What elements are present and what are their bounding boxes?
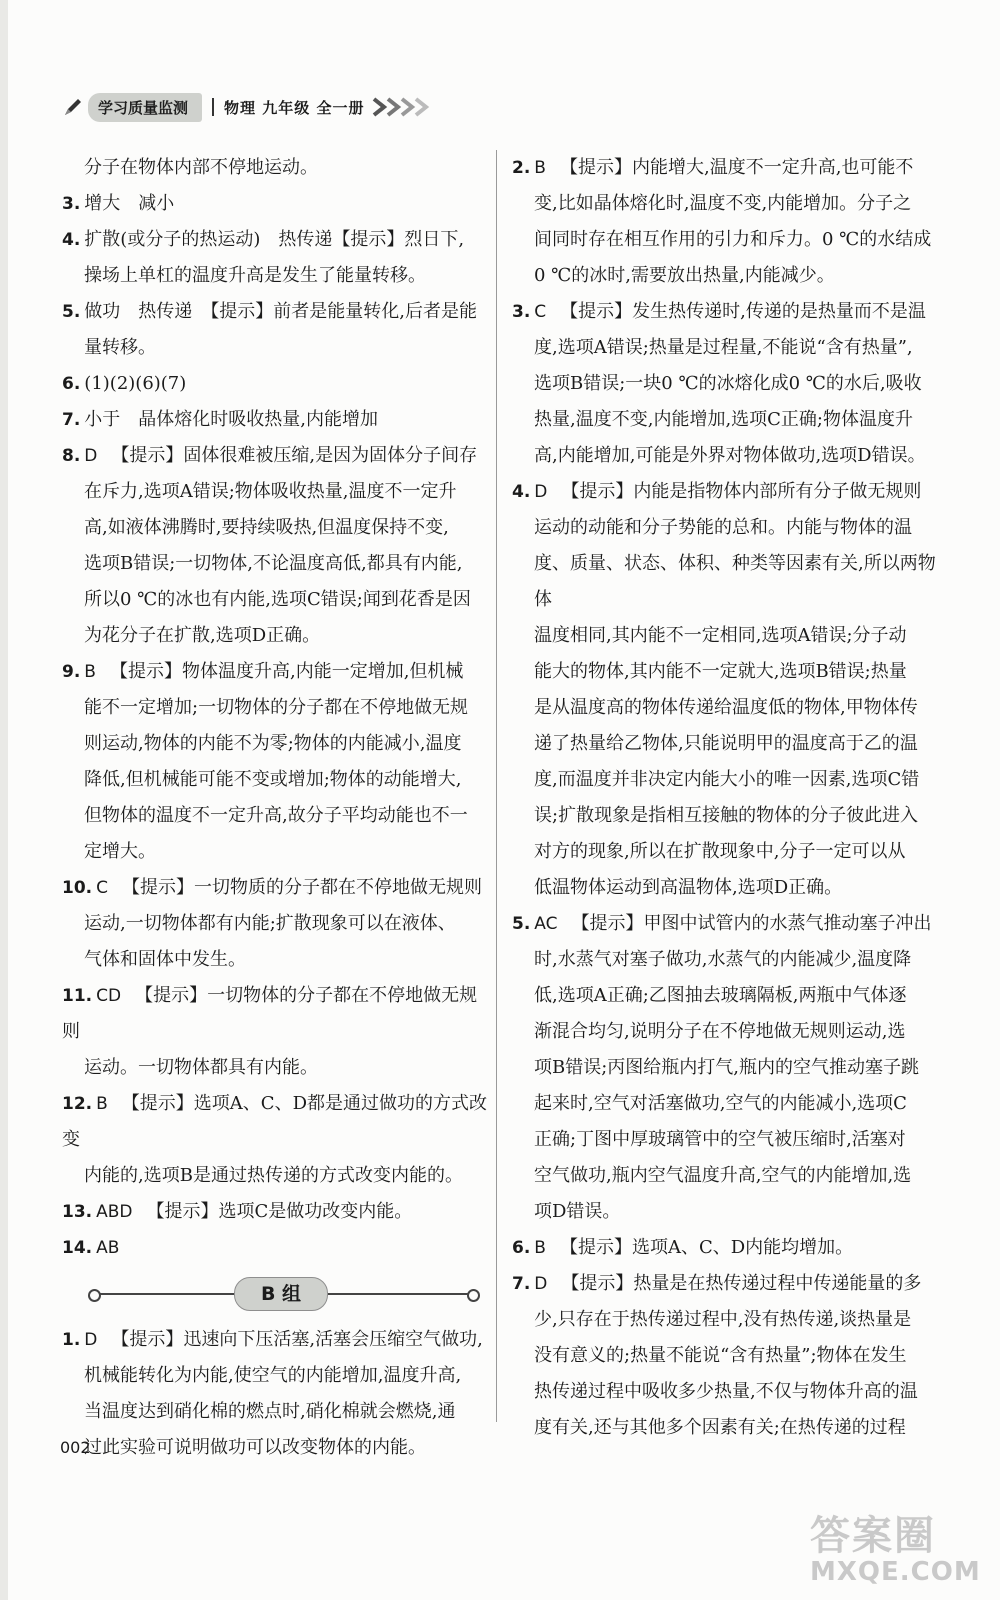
- answer-item: [512, 1230, 942, 1266]
- answer-item: [62, 870, 492, 978]
- item-number: 7.: [62, 410, 81, 430]
- item-text: 度有关,还与其他多个因素有关;在热传递的过程: [534, 1417, 906, 1438]
- item-text: 没有意义的;热量不能说“含有热量”;物体在发生: [534, 1345, 907, 1366]
- answer-item: [62, 1194, 492, 1230]
- item-text: 项B错误;丙图给瓶内打气,瓶内的空气推动塞子跳: [534, 1057, 920, 1078]
- item-text: 当温度达到硝化棉的燃点时,硝化棉就会燃烧,通: [84, 1401, 456, 1422]
- item-text: 分子在物体内部不停地运动。: [84, 157, 318, 178]
- item-answer: C: [96, 878, 108, 898]
- answer-item: [512, 906, 942, 1230]
- watermark-logo: [810, 1504, 990, 1594]
- answer-item: [62, 366, 492, 402]
- item-text: 低,选项A正确;乙图抽去玻璃隔板,两瓶中气体逐: [534, 985, 907, 1006]
- item-text: 能不一定增加;一切物体的分子都在不停地做无规: [84, 697, 469, 718]
- item-text: (1)(2)(6)(7): [84, 373, 187, 394]
- item-text: 度,选项A错误;热量是过程量,不能说“含有热量”,: [534, 337, 913, 358]
- item-answer: AB: [96, 1238, 120, 1258]
- answer-item: [62, 1230, 492, 1266]
- item-text: 间同时存在相互作用的引力和斥力。0 ℃的水结成: [534, 229, 932, 250]
- item-text: 度、质量、状态、体积、种类等因素有关,所以两物体: [534, 553, 936, 610]
- item-text: 定增大。: [84, 841, 156, 862]
- book-info: 物理 九年级 全一册: [224, 98, 365, 117]
- watermark-line1: 答案圈: [810, 1513, 936, 1559]
- item-text: 量转移。: [84, 337, 156, 358]
- item-answer: D: [534, 1274, 548, 1294]
- item-answer: D: [534, 482, 548, 502]
- item-text: 做功 热传递 【提示】前者是能量转化,后者是能: [84, 301, 478, 322]
- watermark-line2: MXQE.COM: [810, 1557, 981, 1587]
- item-answer: D: [84, 446, 98, 466]
- item-text: 增大 减小: [84, 193, 175, 214]
- item-text: 时,水蒸气对塞子做功,水蒸气的内能减少,温度降: [534, 949, 912, 970]
- item-number: 5.: [62, 302, 81, 322]
- series-title: 学习质量监测: [88, 93, 202, 122]
- item-text: 选项B错误;一块0 ℃的冰熔化成0 ℃的水后,吸收: [534, 373, 922, 394]
- item-text: 【提示】甲图中试管内的水蒸气推动塞子冲出: [571, 913, 932, 934]
- answer-item: [512, 474, 942, 906]
- page-edge: [0, 0, 8, 1600]
- item-text: 扩散(或分子的热运动) 热传递【提示】烈日下,: [84, 229, 465, 250]
- item-text: 选项B错误;一切物体,不论温度高低,都具有内能,: [84, 553, 463, 574]
- item-text: 正确;丁图中厚玻璃管中的空气被压缩时,活塞对: [534, 1129, 906, 1150]
- item-text: 热传递过程中吸收多少热量,不仅与物体升高的温: [534, 1381, 918, 1402]
- item-text: 是从温度高的物体传递给温度低的物体,甲物体传: [534, 697, 918, 718]
- item-text: 为花分子在扩散,选项D正确。: [84, 625, 321, 646]
- group-label: B 组: [234, 1277, 328, 1311]
- item-text: 能大的物体,其内能不一定就大,选项B错误;热量: [534, 661, 907, 682]
- item-number: 14.: [62, 1238, 93, 1258]
- item-text: 【提示】发生热传递时,传递的是热量而不是温: [560, 301, 926, 322]
- item-text: 在斥力,选项A错误;物体吸收热量,温度不一定升: [84, 481, 457, 502]
- item-number: 13.: [62, 1202, 93, 1222]
- item-text: 渐混合均匀,说明分子在不停地做无规则运动,选: [534, 1021, 906, 1042]
- answer-item: [62, 654, 492, 870]
- item-text: 运动的动能和分子势能的总和。内能与物体的温: [534, 517, 912, 538]
- item-text: 低温物体运动到高温物体,选项D正确。: [534, 877, 843, 898]
- item-text: 高,内能增加,可能是外界对物体做功,选项D错误。: [534, 445, 926, 466]
- page-number: 002: [60, 1438, 91, 1457]
- item-text: 【提示】热量是在热传递过程中传递能量的多: [561, 1273, 922, 1294]
- item-text: 过此实验可说明做功可以改变物体的内能。: [84, 1437, 426, 1458]
- group-divider: [62, 1272, 492, 1316]
- item-answer: CD: [96, 986, 122, 1006]
- item-number: 9.: [62, 662, 81, 682]
- item-number: 6.: [512, 1238, 531, 1258]
- item-text: 【提示】固体很难被压缩,是因为固体分子间存: [111, 445, 478, 466]
- item-text: 小于 晶体熔化时吸收热量,内能增加: [84, 409, 379, 430]
- answer-item: [62, 978, 492, 1086]
- answer-item: [62, 222, 492, 294]
- item-text: 内能的,选项B是通过热传递的方式改变内能的。: [84, 1165, 463, 1186]
- item-text: 变,比如晶体熔化时,温度不变,内能增加。分子之: [534, 193, 912, 214]
- item-text: 气体和固体中发生。: [84, 949, 246, 970]
- item-number: 3.: [62, 194, 81, 214]
- item-text: 【提示】迅速向下压活塞,活塞会压缩空气做功,: [111, 1329, 483, 1350]
- right-column: [512, 150, 942, 1446]
- answer-item: [512, 1266, 942, 1446]
- item-text: 少,只存在于热传递过程中,没有热传递,谈热量是: [534, 1309, 912, 1330]
- item-text: 起来时,空气对活塞做功,空气的内能减小,选项C: [534, 1093, 907, 1114]
- running-header: [62, 92, 432, 122]
- item-text: 机械能转化为内能,使空气的内能增加,温度升高,: [84, 1365, 462, 1386]
- answer-item: [62, 186, 492, 222]
- item-text: 对方的现象,所以在扩散现象中,分子一定可以从: [534, 841, 906, 862]
- item-answer: AC: [534, 914, 558, 934]
- item-text: 【提示】选项A、C、D都是通过做功的方式改变: [62, 1093, 487, 1150]
- item-text: 空气做功,瓶内空气温度升高,空气的内能增加,选: [534, 1165, 912, 1186]
- item-answer: B: [534, 1238, 546, 1258]
- item-text: 温度相同,其内能不一定相同,选项A错误;分子动: [534, 625, 907, 646]
- item-text: 降低,但机械能可能不变或增加;物体的动能增大,: [84, 769, 462, 790]
- answer-item: [512, 294, 942, 474]
- item-number: 12.: [62, 1094, 93, 1114]
- item-text: 【提示】选项A、C、D内能均增加。: [559, 1237, 854, 1258]
- item-number: 5.: [512, 914, 531, 934]
- item-number: 3.: [512, 302, 531, 322]
- item-text: 度,而温度并非决定内能大小的唯一因素,选项C错: [534, 769, 920, 790]
- item-answer: D: [84, 1330, 98, 1350]
- pencil-icon: [62, 96, 84, 118]
- item-number: 7.: [512, 1274, 531, 1294]
- answer-item: [62, 150, 492, 186]
- item-number: 10.: [62, 878, 93, 898]
- header-separator: [212, 98, 214, 116]
- item-text: 【提示】物体温度升高,内能一定增加,但机械: [109, 661, 464, 682]
- item-text: 0 ℃的冰时,需要放出热量,内能减少。: [534, 265, 835, 286]
- item-text: 运动,一切物体都有内能;扩散现象可以在液体、: [84, 913, 456, 934]
- item-number: 6.: [62, 374, 81, 394]
- item-number: 8.: [62, 446, 81, 466]
- item-text: 【提示】选项C是做功改变内能。: [146, 1201, 413, 1222]
- item-number: 2.: [512, 158, 531, 178]
- item-number: 11.: [62, 986, 93, 1006]
- item-number: 1.: [62, 1330, 81, 1350]
- item-text: 项D错误。: [534, 1201, 621, 1222]
- answer-item: [62, 294, 492, 366]
- item-text: 所以0 ℃的冰也有内能,选项C错误;闻到花香是因: [84, 589, 471, 610]
- left-column: [62, 150, 492, 1466]
- item-text: 递了热量给乙物体,只能说明甲的温度高于乙的温: [534, 733, 918, 754]
- answer-item: [512, 150, 942, 294]
- item-number: 4.: [512, 482, 531, 502]
- item-answer: C: [534, 302, 547, 322]
- column-divider: [496, 150, 497, 1422]
- item-text: 误;扩散现象是指相互接触的物体的分子彼此进入: [534, 805, 919, 826]
- item-text: 高,如液体沸腾时,要持续吸热,但温度保持不变,: [84, 517, 449, 538]
- item-number: 4.: [62, 230, 81, 250]
- item-text: 【提示】一切物体的分子都在不停地做无规则: [62, 985, 478, 1042]
- item-answer: ABD: [96, 1202, 133, 1222]
- item-text: 则运动,物体的内能不为零;物体的内能减小,温度: [84, 733, 462, 754]
- item-answer: B: [534, 158, 546, 178]
- item-text: 热量,温度不变,内能增加,选项C正确;物体温度升: [534, 409, 913, 430]
- item-answer: B: [96, 1094, 108, 1114]
- answer-item: [62, 438, 492, 654]
- item-answer: B: [84, 662, 96, 682]
- chevrons-icon: [372, 96, 432, 118]
- item-text: 【提示】一切物质的分子都在不停地做无规则: [122, 877, 482, 898]
- answer-item: [62, 402, 492, 438]
- answer-item: [62, 1322, 492, 1466]
- item-text: 操场上单杠的温度升高是发生了能量转移。: [84, 265, 426, 286]
- item-text: 但物体的温度不一定升高,故分子平均动能也不一: [84, 805, 468, 826]
- item-text: 【提示】内能增大,温度不一定升高,也可能不: [559, 157, 914, 178]
- answer-item: [62, 1086, 492, 1194]
- item-text: 【提示】内能是指物体内部所有分子做无规则: [561, 481, 922, 502]
- item-text: 运动。一切物体都具有内能。: [84, 1057, 318, 1078]
